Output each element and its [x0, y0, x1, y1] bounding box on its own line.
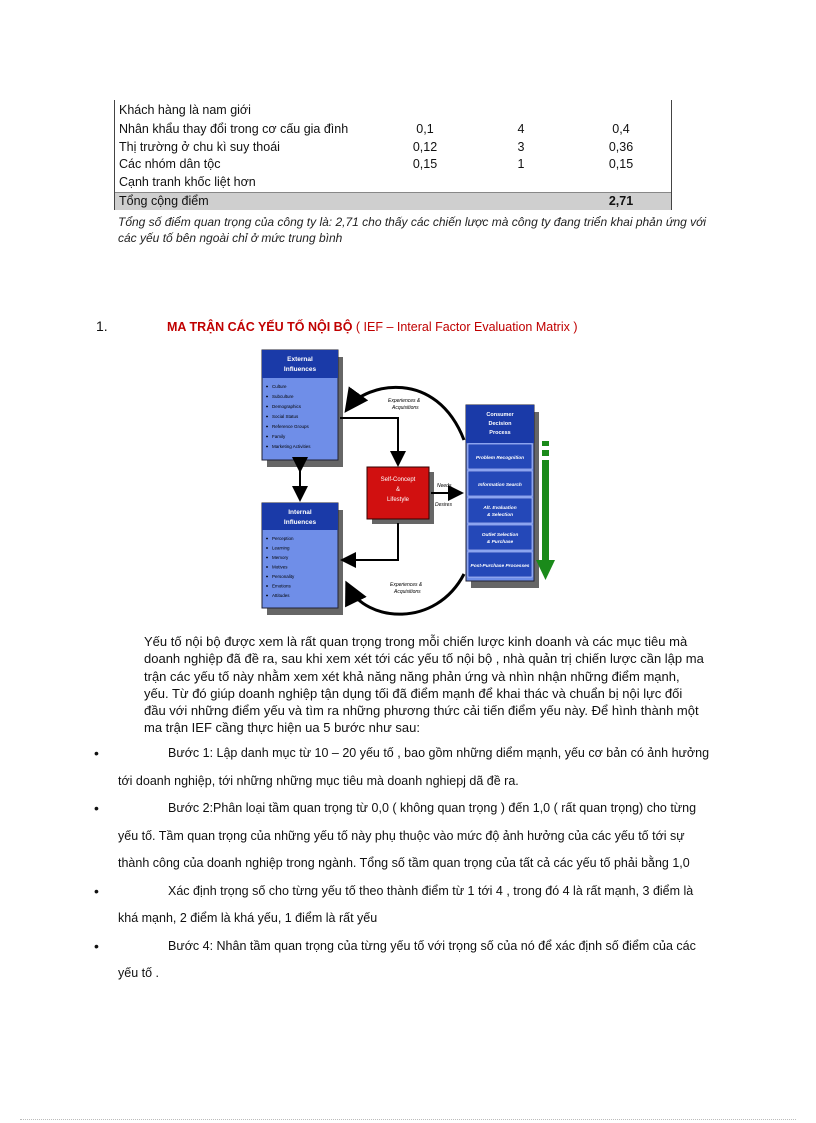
row-rating: 4: [517, 122, 525, 136]
svg-text:Acquisitions: Acquisitions: [394, 589, 421, 595]
diagram-list-item: Social Status: [272, 414, 299, 419]
consumer-title: Consumer: [486, 412, 514, 418]
row-weight: 0,15: [412, 157, 438, 171]
bullet-icon: •: [94, 800, 99, 816]
diagram-list-item: Personality: [272, 574, 295, 579]
decision-step-label: Post-Purchase Processes: [470, 564, 530, 569]
decision-step-label: Problem Recognition: [475, 456, 525, 461]
table-total-row: [115, 192, 671, 210]
list-item: [94, 740, 714, 795]
total-label: Tổng cộng điểm: [119, 194, 209, 208]
diagram-list-item: Attitudes: [272, 593, 290, 598]
diagram-list-item: Culture: [272, 384, 287, 389]
needs-label: Needs: [437, 483, 452, 489]
svg-text:Influences: Influences: [283, 366, 317, 373]
row-score: 0,15: [608, 157, 634, 171]
list-item: [94, 933, 714, 988]
top-feedback-arrow: [348, 387, 464, 440]
self-concept-line1: Self-Concept: [380, 477, 416, 483]
list-item: [94, 878, 714, 933]
external-title: External: [287, 356, 313, 363]
table-row: [115, 156, 671, 173]
external-influences-box: [262, 350, 343, 467]
self-to-internal-arrow: [344, 523, 398, 560]
self-concept-line2: &: [395, 487, 401, 493]
table-note: Tổng số điểm quan trọng của công ty là: 2,71 cho thấy các chiến lược mà công ty đang triển khai phản ứng với các yếu tố bên ngoài chỉ ở mức trung bình: [118, 215, 707, 245]
diagram-list-item: Emotions: [272, 583, 291, 589]
bullet-icon: •: [94, 882, 99, 899]
list-item-text: Bước 1: Lập danh mục từ 10 – 20 yếu tố , bao gồm những diểm mạnh, yếu cơ bản có ảnh hưởng tới doanh nghiệp, tới những những mục tiêu mà doanh nghiepj dã đề ra.: [118, 746, 710, 788]
row-score: 0,4: [612, 122, 630, 136]
row-weight: 0,1: [416, 122, 434, 136]
svg-text:Acquisitions: Acquisitions: [392, 405, 419, 411]
diagram-list-item: Marketing Activities: [272, 444, 311, 449]
row-label: Cạnh tranh khốc liệt hơn: [119, 175, 256, 189]
row-rating: 1: [517, 157, 525, 171]
external-to-self-arrow: [340, 418, 398, 463]
diagram-list-item: Learning: [272, 545, 290, 551]
list-item: [94, 795, 714, 878]
page-divider: [20, 1119, 796, 1120]
table-row: [115, 139, 671, 156]
row-rating: 3: [517, 140, 525, 154]
row-label: Nhân khẩu thay đổi trong cơ cấu gia đình: [119, 122, 349, 136]
bullet-icon: •: [94, 745, 99, 761]
diagram-list-item: Reference Groups: [272, 424, 309, 429]
list-item-text: Bước 4: Nhân tầm quan trọng của từng yếu tố với trọng số của nó để xác định số điểm của các yếu tố .: [118, 938, 696, 980]
decision-step-label: & Selection: [486, 513, 514, 518]
diagram-list-item: Motives: [272, 564, 288, 570]
section-title: [167, 320, 578, 334]
row-label: Các nhóm dân tộc: [119, 157, 221, 171]
steps-list: [94, 740, 714, 988]
intro-paragraph: Yếu tố nội bộ được xem là rất quan trọng trong mỗi chiến lược kinh doanh và các mục tiêu mà doanh nghiệp đã đề ra, sau khi xem xét tới các yếu tố nội bộ , nhà quản trị chiến lược cần lập ma trận các yếu tố này nhằm xem xét khả năng năng phản ứng và nhìn nhận những điểm mạnh, yếu. Từ đó giúp doanh nghiệp tận dụng tối đã điểm mạnh để khai thác và chuẩn bị nội lực đối đầu với những điểm yếu và tìm ra những phương thức cải tiến điểm yếu này. Để hình thành một ma trận IEF cầng thực hiện ua 5 bước như sau:: [144, 634, 704, 736]
desires-label: Desires: [435, 502, 452, 508]
total-score: 2,71: [608, 194, 634, 208]
diagram-list-item: Demographics: [272, 404, 302, 409]
table-row: [115, 102, 671, 119]
decision-step-label: Alt. Evaluation: [483, 506, 517, 511]
self-concept-box: [367, 467, 434, 524]
internal-influences-box: [262, 503, 343, 615]
decision-step-label: Information Search: [478, 483, 522, 488]
svg-text:Process: Process: [489, 430, 511, 436]
bullet-icon: •: [94, 937, 99, 954]
evaluation-table: [114, 100, 672, 210]
section-title-bold: MA TRẬN CÁC YẾU TỐ NỘI BỘ: [167, 320, 353, 334]
diagram-list-item: Subculture: [272, 394, 294, 399]
exp-top-label: Experiences &: [388, 398, 421, 404]
decision-step-label: Outlet Selection: [481, 533, 519, 538]
diagram-list-item: Family: [272, 434, 286, 439]
list-item-text: Xác định trọng số cho từng yếu tố theo thành điểm từ 1 tới 4 , trong đó 4 là rất mạnh, 3 điểm là khá mạnh, 2 điểm là khá yếu, 1 điểm là rất yếu: [118, 883, 694, 925]
row-label: Khách hàng là nam giới: [119, 103, 251, 117]
svg-text:Decision: Decision: [488, 421, 512, 427]
list-item-text: Bước 2:Phân loại tầm quan trọng từ 0,0 ( không quan trọng ) đến 1,0 ( rất quan trọng) cho từng yếu tố. Tầm quan trọng của những yếu tố này phụ thuộc vào mức độ ảnh hưởng của các yếu tố tới sự thành công của doanh nghiệp trong ngành. Tổng số tầm quan trọng của tất cả các yếu tố phải bằng 1,0: [118, 801, 697, 870]
row-weight: 0,12: [412, 140, 438, 154]
row-label: Thị trường ở chu kì suy thoái: [119, 140, 280, 154]
svg-text:Influences: Influences: [283, 519, 317, 526]
row-score: 0,36: [608, 140, 634, 154]
consumer-behavior-diagram: [256, 348, 562, 618]
section-title-rest: ( IEF – Interal Factor Evaluation Matrix ): [352, 320, 578, 334]
table-row: [115, 121, 671, 138]
consumer-decision-box: [466, 405, 539, 588]
exp-bottom-label: Experiences &: [390, 582, 423, 588]
section-number: 1.: [96, 318, 108, 334]
diagram-list-item: Memory: [272, 555, 289, 560]
table-row: [115, 174, 671, 191]
decision-step-label: & Purchase: [486, 540, 514, 545]
self-concept-line3: Lifestyle: [386, 497, 410, 503]
internal-title: Internal: [288, 509, 312, 516]
diagram-list-item: Perception: [272, 536, 294, 541]
